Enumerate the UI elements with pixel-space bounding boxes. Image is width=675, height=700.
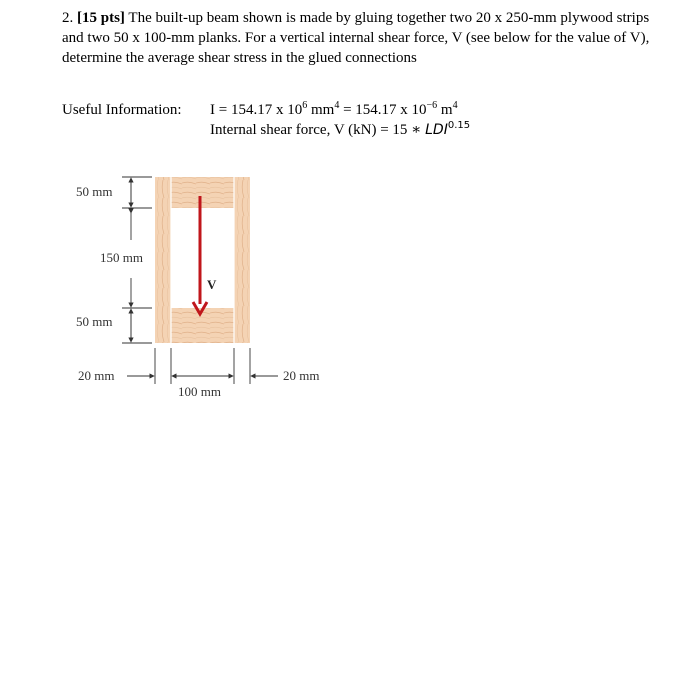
ldi-variable: LDI bbox=[425, 122, 448, 138]
horizontal-dimension-lines bbox=[127, 348, 278, 384]
dim-top-label: 50 mm bbox=[76, 184, 113, 199]
beam-cross-section bbox=[155, 177, 250, 343]
dim-middle-label: 150 mm bbox=[100, 250, 143, 265]
dim-right-strip-label: 20 mm bbox=[283, 368, 320, 383]
ldi-exponent: 0.15 bbox=[447, 120, 471, 131]
hollow-interior bbox=[171, 208, 234, 308]
shear-label: V bbox=[207, 277, 217, 292]
problem-number: 2. bbox=[62, 10, 74, 26]
dim-width-label: 100 mm bbox=[178, 384, 221, 399]
dim-left-strip-label: 20 mm bbox=[78, 368, 115, 383]
problem-points: [15 pts] bbox=[77, 10, 125, 26]
problem-text: The built-up beam shown is made by gluing together two 20 x 250-mm plywood strips and two 50 x 100-mm planks. For a vertical internal shear force, V (see below for the value of V), determine the average shear stress in the glued connections bbox=[62, 10, 650, 66]
dim-bottom-label: 50 mm bbox=[76, 314, 113, 329]
moment-of-inertia: I = 154.17 x $10^6$ $mm^4 = 154.17$ x $10^{-6}$ $m^4$ bbox=[210, 100, 458, 118]
useful-label: Useful Information: bbox=[62, 102, 182, 118]
shear-force-formula: Internal shear force, V (kN) = 15 ∗ $LDI^{0.15}$ bbox=[210, 120, 471, 138]
